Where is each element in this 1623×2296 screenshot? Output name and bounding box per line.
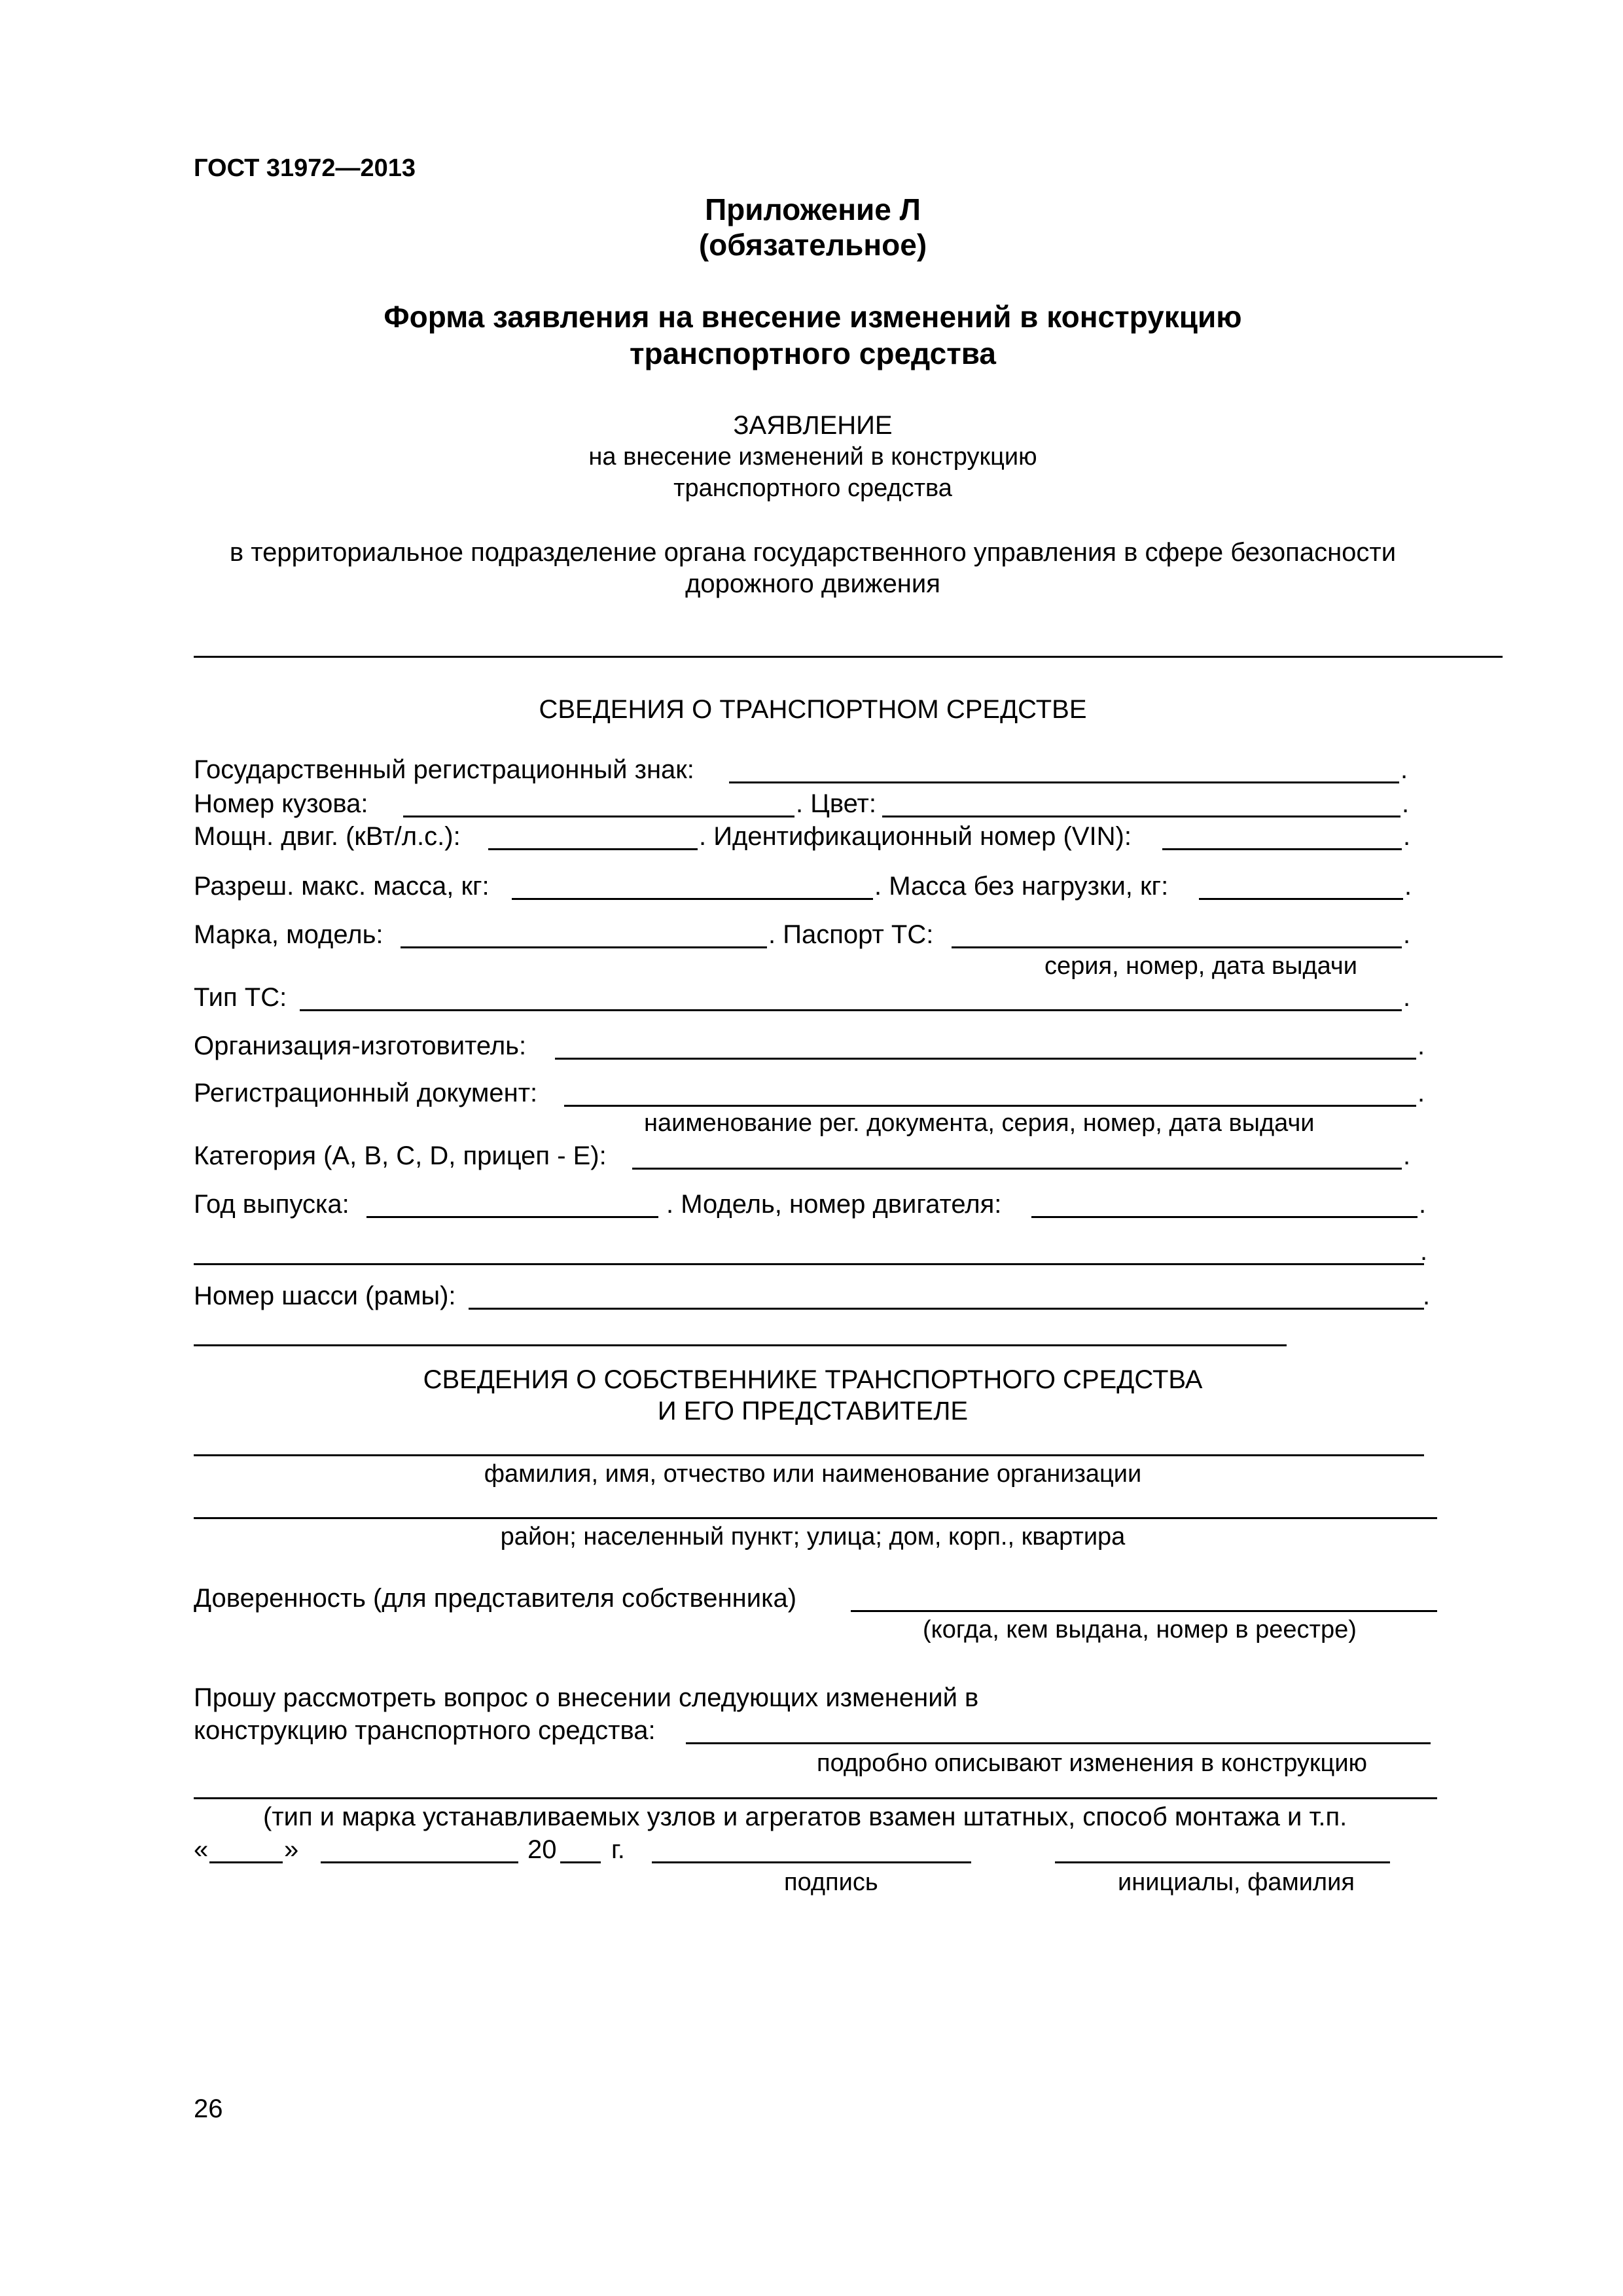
row-end-period: .	[1404, 872, 1412, 901]
section-divider	[194, 1344, 1287, 1346]
statement-subtitle-line1: на внесение изменений в конструкцию	[588, 443, 1037, 471]
reg-document-hint: наименование рег. документа, серия, номер, дата выдачи	[644, 1109, 1315, 1137]
reg-document-label: Регистрационный документ:	[194, 1079, 538, 1107]
appendix-status: (обязательное)	[698, 228, 927, 262]
units-hint: (тип и марка устанавливаемых узлов и агрегатов взамен штатных, способ монтажа и т.п.	[263, 1803, 1347, 1831]
passport-label: . Паспорт ТС:	[768, 920, 934, 949]
standard-id: ГОСТ 31972—2013	[194, 154, 416, 182]
category-label: Категория (А, В, С, D, прицеп - Е):	[194, 1141, 607, 1170]
initials-hint: инициалы, фамилия	[1118, 1869, 1355, 1896]
engine-power-label: Мощн. двиг. (кВт/л.с.):	[194, 822, 461, 851]
owner-address-field[interactable]	[194, 1517, 1437, 1519]
addressee-line2: дорожного движения	[685, 569, 940, 598]
signature-field[interactable]	[652, 1861, 971, 1863]
request-line1: Прошу рассмотреть вопрос о внесении следующих изменений в	[194, 1683, 979, 1712]
page-number: 26	[194, 2094, 223, 2123]
date-open-quote: «	[194, 1835, 209, 1864]
initials-field[interactable]	[1055, 1861, 1390, 1863]
year-suffix-field[interactable]	[560, 1861, 601, 1863]
addressee-line1: в территориальное подразделение органа государственного управления в сфере безопасности	[229, 538, 1397, 567]
units-field[interactable]	[194, 1797, 1437, 1799]
row-end-period: .	[1403, 983, 1411, 1012]
row-end-period: .	[1400, 755, 1408, 784]
engine-model-label: . Модель, номер двигателя:	[666, 1190, 1002, 1219]
year-prefix: 20	[527, 1835, 557, 1864]
body-number-label: Номер кузова:	[194, 789, 368, 818]
changes-field[interactable]	[686, 1742, 1431, 1744]
year-label: Год выпуска:	[194, 1190, 349, 1219]
form-title-line2: транспортного средства	[629, 336, 997, 370]
statement-subtitle-line2: транспортного средства	[673, 475, 952, 502]
proxy-field[interactable]	[851, 1610, 1437, 1612]
month-field[interactable]	[321, 1861, 518, 1863]
form-title-line1: Форма заявления на внесение изменений в конструкцию	[383, 300, 1242, 334]
body-number-field[interactable]	[403, 816, 794, 817]
row-end-period: .	[1419, 1190, 1427, 1219]
row-end-period: .	[1403, 1141, 1411, 1170]
date-close-quote: »	[284, 1835, 299, 1864]
make-model-field[interactable]	[401, 946, 767, 948]
reg-sign-field[interactable]	[729, 781, 1399, 783]
max-mass-label: Разреш. макс. масса, кг:	[194, 872, 490, 901]
vin-label: . Идентификационный номер (VIN):	[699, 822, 1132, 851]
statement-title: ЗАЯВЛЕНИЕ	[733, 411, 893, 440]
max-mass-field[interactable]	[512, 898, 873, 900]
make-model-label: Марка, модель:	[194, 920, 383, 949]
addressee-field-line[interactable]	[194, 656, 1503, 658]
signature-hint: подпись	[784, 1869, 878, 1896]
category-field[interactable]	[632, 1168, 1402, 1170]
row-end-period: .	[1402, 789, 1410, 818]
reg-sign-label: Государственный регистрационный знак:	[194, 755, 694, 784]
row-end-period: .	[1403, 822, 1411, 851]
additional-vehicle-field[interactable]	[194, 1263, 1424, 1265]
owner-name-field[interactable]	[194, 1454, 1424, 1456]
day-field[interactable]	[209, 1861, 283, 1863]
type-label: Тип ТС:	[194, 983, 287, 1012]
proxy-label: Доверенность (для представителя собственника)	[194, 1584, 797, 1613]
owner-heading-line1: СВЕДЕНИЯ О СОБСТВЕННИКЕ ТРАНСПОРТНОГО СРЕДСТВА	[423, 1365, 1203, 1394]
manufacturer-label: Организация-изготовитель:	[194, 1031, 527, 1060]
row-end-period: .	[1420, 1237, 1428, 1266]
passport-field[interactable]	[952, 946, 1402, 948]
color-label: . Цвет:	[796, 789, 876, 818]
chassis-label: Номер шасси (рамы):	[194, 1282, 456, 1310]
engine-model-field[interactable]	[1031, 1216, 1418, 1218]
reg-document-field[interactable]	[564, 1105, 1416, 1107]
unladen-mass-label: . Масса без нагрузки, кг:	[874, 872, 1169, 901]
type-field[interactable]	[300, 1009, 1402, 1011]
owner-name-hint: фамилия, имя, отчество или наименование организации	[484, 1460, 1142, 1488]
row-end-period: .	[1403, 920, 1411, 949]
passport-hint: серия, номер, дата выдачи	[1044, 952, 1357, 980]
row-end-period: .	[1423, 1282, 1431, 1310]
changes-hint: подробно описывают изменения в конструкцию	[817, 1749, 1368, 1777]
engine-power-field[interactable]	[488, 848, 698, 850]
chassis-field[interactable]	[469, 1308, 1424, 1310]
owner-heading-line2: И ЕГО ПРЕДСТАВИТЕЛЕ	[657, 1397, 969, 1426]
unladen-mass-field[interactable]	[1199, 898, 1403, 900]
row-end-period: .	[1418, 1031, 1425, 1060]
vin-field[interactable]	[1162, 848, 1402, 850]
proxy-hint: (когда, кем выдана, номер в реестре)	[923, 1616, 1357, 1643]
request-line2-label: конструкцию транспортного средства:	[194, 1716, 656, 1745]
owner-address-hint: район; населенный пункт; улица; дом, корп., квартира	[500, 1523, 1126, 1551]
color-field[interactable]	[882, 816, 1400, 817]
appendix-title: Приложение Л	[705, 192, 921, 226]
manufacturer-field[interactable]	[555, 1058, 1416, 1060]
year-suffix: г.	[611, 1835, 625, 1864]
vehicle-section-heading: СВЕДЕНИЯ О ТРАНСПОРТНОМ СРЕДСТВЕ	[539, 695, 1087, 724]
row-end-period: .	[1418, 1079, 1425, 1107]
year-field[interactable]	[366, 1216, 658, 1218]
